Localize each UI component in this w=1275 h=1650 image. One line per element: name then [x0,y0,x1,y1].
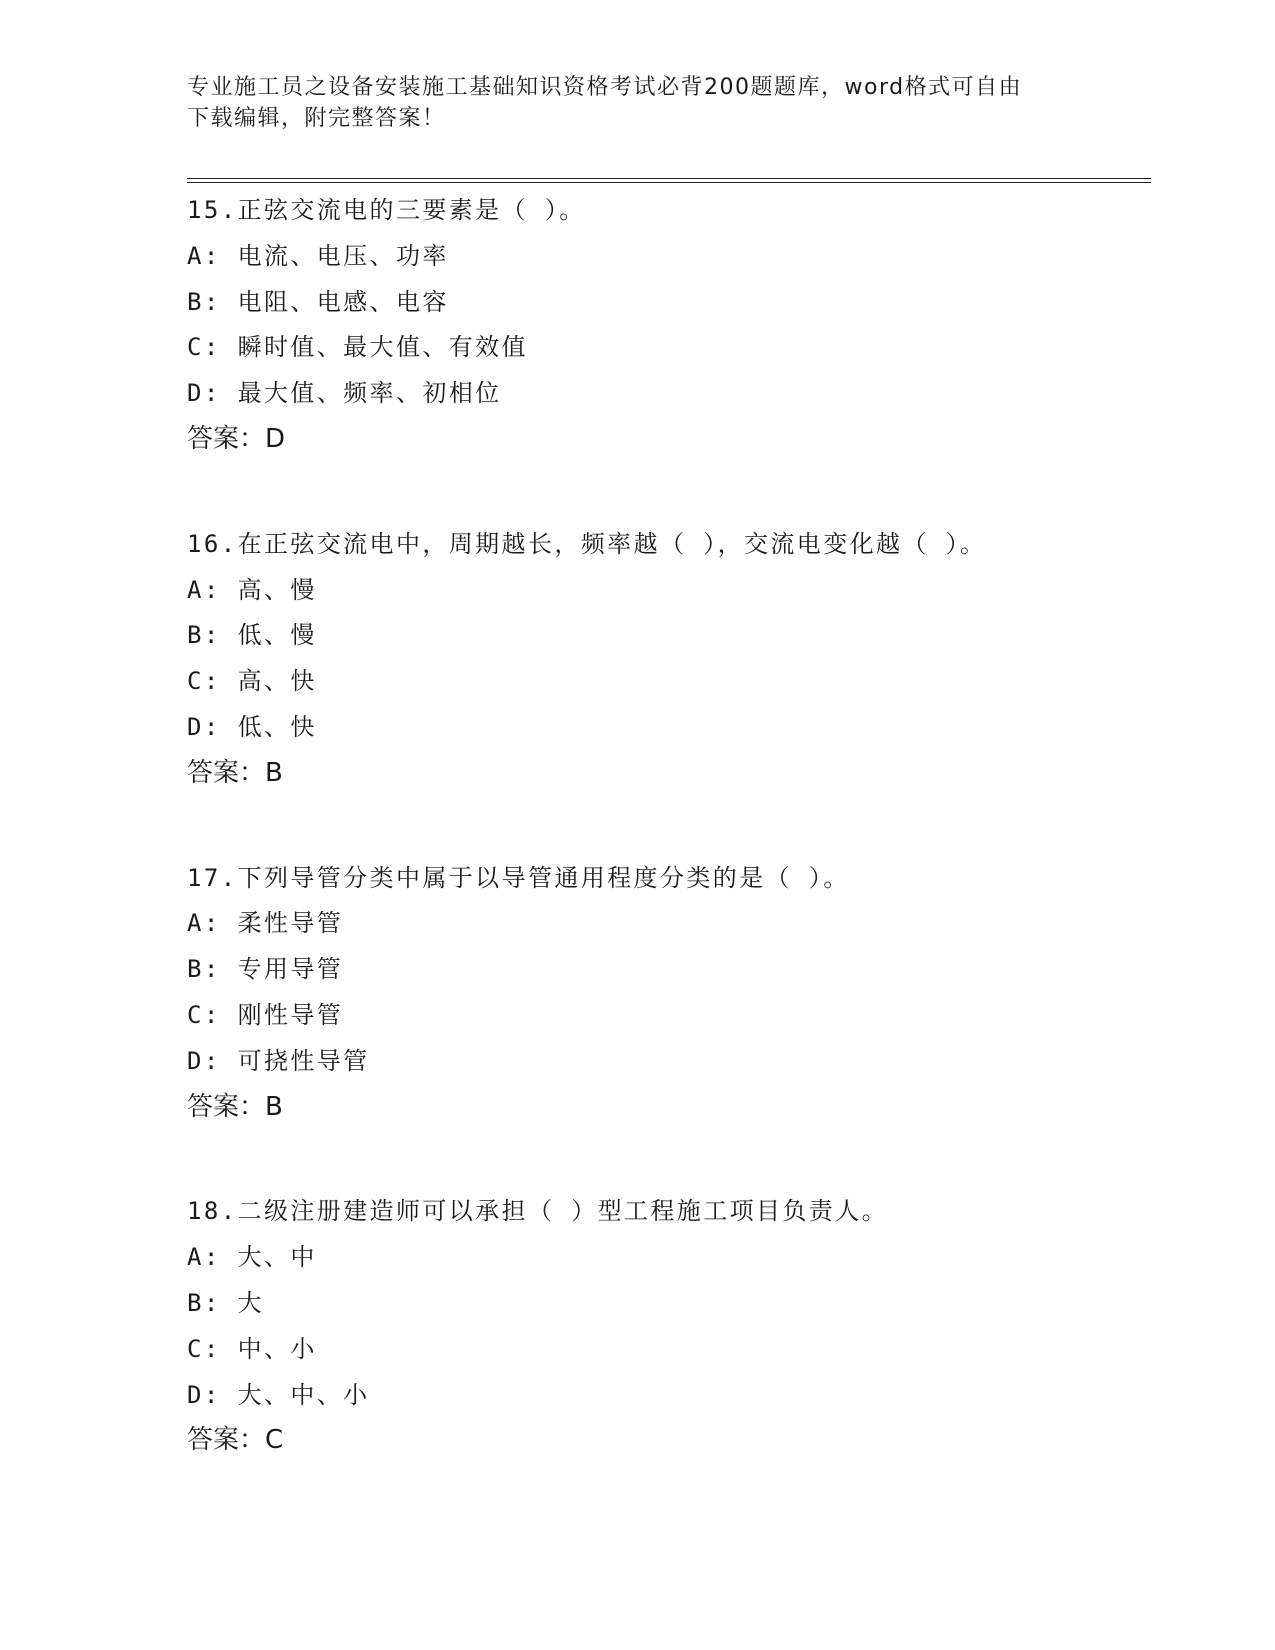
option-letter: A: [187,1243,221,1272]
answer-label: 答案： [187,757,266,788]
option-c [187,325,1137,371]
option-letter: C: [187,667,221,696]
option-text: 可挠性导管 [237,1046,370,1075]
option-text: 电阻、电感、电容 [237,287,449,316]
answer-value: D [265,423,286,454]
answer-label: 答案： [187,423,266,454]
question-number: 17. [187,863,238,892]
option-letter: D: [187,1046,221,1075]
option-text: 专用导管 [237,955,344,984]
option-letter: B: [187,621,221,650]
question-number: 15. [187,196,238,224]
option-text: 大、中 [237,1243,317,1272]
header-line-2: 下载编辑，附完整答案！ [187,106,446,131]
option-text: 电流、电压、功率 [237,241,449,270]
option-text: 柔性导管 [237,909,344,938]
answer-value: B [265,1091,283,1122]
question-15 [187,188,1137,463]
answer-line [187,1085,1137,1131]
question-text: 二级注册建造师可以承担（ ）型工程施工项目负责人。 [237,1197,889,1226]
option-b [187,947,1137,993]
answer-line [187,751,1137,797]
question-stem [187,856,1137,902]
option-letter: B: [187,1288,221,1317]
question-text: 下列导管分类中属于以导管通用程度分类的是（ ）。 [237,863,850,892]
option-letter: C: [187,333,221,362]
option-text: 低、慢 [237,621,317,650]
option-a [187,1235,1137,1281]
option-b [187,613,1137,659]
question-number: 16. [187,529,238,558]
answer-line [187,417,1137,463]
option-text: 高、慢 [237,575,317,604]
option-letter: B: [187,287,221,316]
option-b [187,1281,1137,1327]
question-text: 正弦交流电的三要素是（ ）。 [237,196,586,224]
option-a [187,568,1137,614]
option-text: 低、快 [237,712,317,741]
option-text: 刚性导管 [237,1000,344,1029]
option-d [187,705,1137,751]
option-text: 大、中、小 [237,1380,370,1409]
option-d [187,371,1137,417]
header-divider-bottom [187,182,1151,183]
question-stem [187,1189,1137,1235]
answer-label: 答案： [187,1425,266,1456]
option-b [187,280,1137,326]
header-line-1: 专业施工员之设备安装施工基础知识资格考试必背200题题库，word格式可自由 [187,75,1023,100]
document-header [187,72,1067,134]
option-c [187,1327,1137,1373]
question-stem [187,522,1137,568]
question-list [187,188,1137,1523]
option-letter: B: [187,955,221,984]
option-a [187,901,1137,947]
option-text: 瞬时值、最大值、有效值 [237,333,528,362]
option-a [187,234,1137,280]
question-17 [187,856,1137,1131]
option-letter: D: [187,379,221,408]
option-c [187,659,1137,705]
option-letter: A: [187,909,221,938]
option-letter: D: [187,712,221,741]
answer-value: C [265,1425,284,1456]
question-text: 在正弦交流电中，周期越长，频率越（ ），交流电变化越（ ）。 [237,529,987,558]
question-16 [187,522,1137,797]
option-d [187,1373,1137,1419]
option-text: 最大值、频率、初相位 [237,379,502,408]
option-c [187,993,1137,1039]
option-letter: C: [187,1000,221,1029]
option-letter: D: [187,1380,221,1409]
option-letter: A: [187,241,221,270]
answer-label: 答案： [187,1091,266,1122]
option-letter: A: [187,575,221,604]
option-d [187,1039,1137,1085]
question-number: 18. [187,1197,238,1226]
answer-line [187,1418,1137,1464]
answer-value: B [265,757,283,788]
option-text: 高、快 [237,667,317,696]
option-letter: C: [187,1334,221,1363]
option-text: 中、小 [237,1334,317,1363]
question-18 [187,1189,1137,1464]
question-stem [187,188,1137,234]
header-divider-top [187,178,1151,179]
option-text: 大 [237,1288,264,1317]
